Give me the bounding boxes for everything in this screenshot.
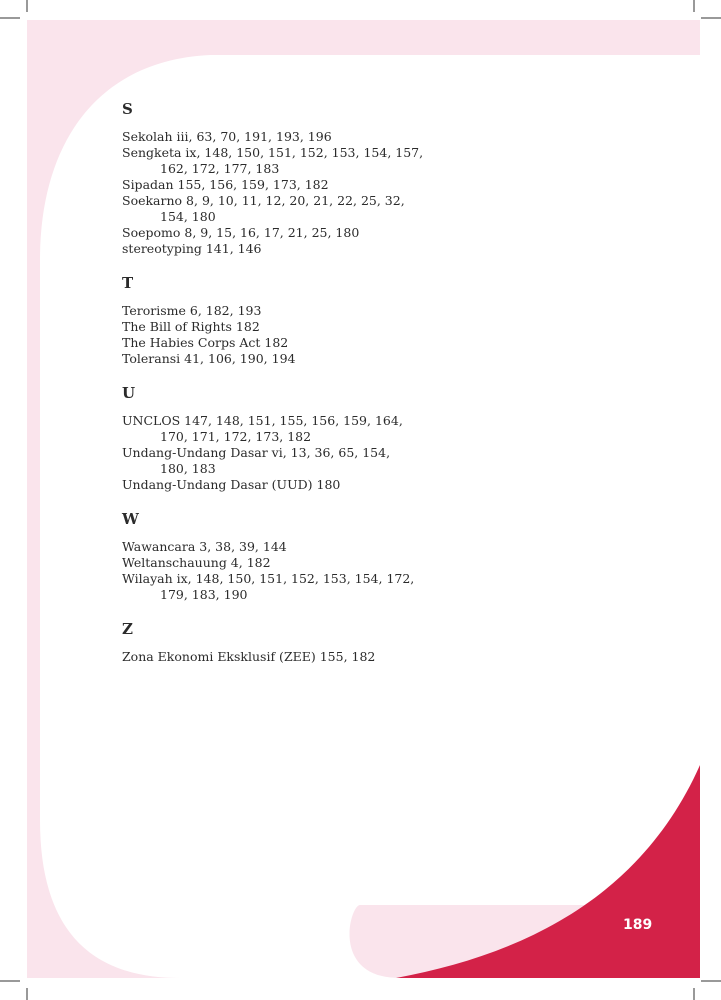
page-number: 189 xyxy=(623,917,653,933)
index-entry: Zona Ekonomi Eksklusif (ZEE) 155, 182 xyxy=(122,649,376,664)
section-letter-u: U xyxy=(122,384,136,402)
index-entry: Toleransi 41, 106, 190, 194 xyxy=(122,351,296,366)
index-entry: stereotyping 141, 146 xyxy=(122,241,262,256)
index-entry: Wawancara 3, 38, 39, 144 xyxy=(122,539,287,554)
index-entry-continuation: 170, 171, 172, 173, 182 xyxy=(160,429,312,444)
section-letter-s: S xyxy=(122,100,133,118)
section-letter-z: Z xyxy=(122,620,133,638)
index-entry: Sengketa ix, 148, 150, 151, 152, 153, 154, 157, xyxy=(122,145,424,160)
index-entry: Weltanschauung 4, 182 xyxy=(122,555,271,570)
index-entry-continuation: 154, 180 xyxy=(160,209,216,224)
section-letter-t: T xyxy=(122,274,134,292)
index-entry-continuation: 162, 172, 177, 183 xyxy=(160,161,280,176)
index-entry: Wilayah ix, 148, 150, 151, 152, 153, 154, 172, xyxy=(122,571,415,586)
index-entry: Soepomo 8, 9, 15, 16, 17, 21, 25, 180 xyxy=(122,225,360,240)
section-letter-w: W xyxy=(122,510,139,528)
index-list xyxy=(122,100,424,665)
index-entry: The Bill of Rights 182 xyxy=(122,319,260,334)
index-entry: Terorisme 6, 182, 193 xyxy=(122,303,262,318)
index-entry-continuation: 180, 183 xyxy=(160,461,216,476)
index-entry: Undang-Undang Dasar (UUD) 180 xyxy=(122,477,341,492)
index-entry-continuation: 179, 183, 190 xyxy=(160,587,248,602)
index-entry: UNCLOS 147, 148, 151, 155, 156, 159, 164, xyxy=(122,413,403,428)
index-entry: Sipadan 155, 156, 159, 173, 182 xyxy=(122,177,329,192)
index-entry: The Habies Corps Act 182 xyxy=(122,335,289,350)
index-entry: Undang-Undang Dasar vi, 13, 36, 65, 154, xyxy=(122,445,391,460)
index-entry: Soekarno 8, 9, 10, 11, 12, 20, 21, 22, 25, 32, xyxy=(122,193,405,208)
index-entry: Sekolah iii, 63, 70, 191, 193, 196 xyxy=(122,129,332,144)
